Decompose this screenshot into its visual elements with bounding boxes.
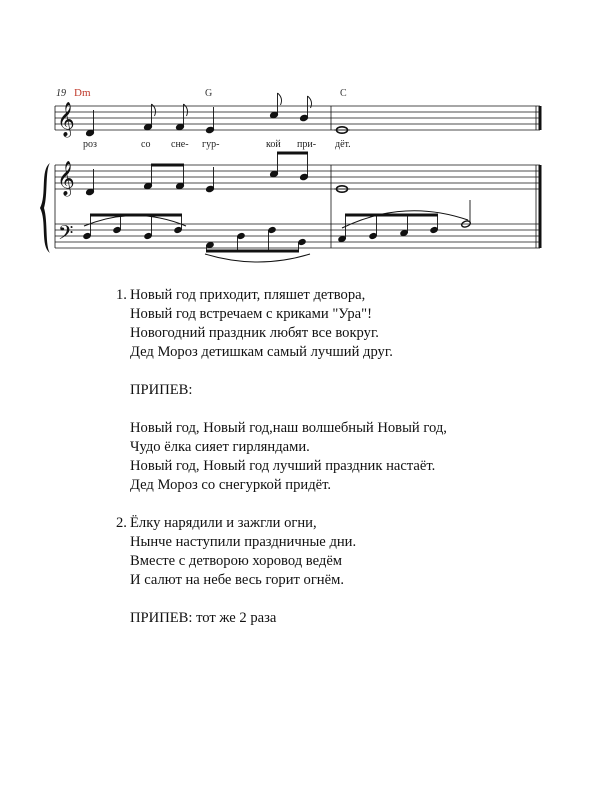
syllable: при- — [297, 139, 317, 150]
syllable: дёт. — [335, 139, 351, 150]
piano-left-hand-staff — [55, 224, 540, 248]
chorus-heading — [116, 381, 576, 400]
chord-symbol-g: G — [205, 88, 213, 99]
lyric-line: И салют на небе весь горит огнём. — [130, 572, 344, 588]
lyric-line: Новый год, Новый год,наш волшебный Новый год, — [130, 420, 447, 436]
lyric-line: Новогодний праздник любят все вокруг. — [130, 325, 379, 341]
lyric-line: Чудо ёлка сияет гирляндами. — [130, 439, 310, 455]
measure-number: 19 — [56, 88, 66, 99]
lyric-line: Вместе с детворою хоровод ведём — [130, 553, 343, 569]
chorus — [116, 419, 576, 495]
song-lyrics — [116, 286, 576, 628]
chorus-label: ПРИПЕВ: — [130, 382, 193, 398]
verse-number: 2. — [116, 515, 127, 531]
lyric-syllables — [83, 139, 351, 150]
lyric-line: Новый год приходит, пляшет детвора, — [130, 287, 366, 303]
piano-barlines — [55, 165, 540, 248]
piano-brace-icon — [40, 163, 50, 253]
lyric-line: Дед Мороз детишкам самый лучший друг. — [130, 344, 393, 360]
sheet-music-score — [0, 0, 591, 270]
chord-symbol-dm: Dm — [74, 87, 91, 99]
treble-clef-icon: 𝄞 — [57, 161, 75, 196]
left-hand-notes — [83, 200, 471, 253]
lyric-line: Ёлку нарядили и зажгли огни, — [130, 515, 317, 531]
lyric-line: Новый год встречаем с криками "Ура"! — [130, 306, 372, 322]
lyric-line: Новый год, Новый год лучший праздник настаёт. — [130, 458, 436, 474]
chord-symbol-c: C — [340, 88, 347, 99]
vocal-staff — [55, 106, 540, 130]
syllable: роз — [83, 139, 97, 150]
piano-right-hand-staff — [55, 165, 540, 189]
syllable: со — [141, 139, 151, 150]
syllable: сне- — [171, 139, 189, 150]
lyric-line: Нынче наступили праздничные дни. — [130, 534, 357, 550]
bass-clef-icon: 𝄢 — [58, 221, 74, 249]
treble-clef-icon: 𝄞 — [57, 102, 75, 137]
lyric-line: Дед Мороз со снегуркой придёт. — [130, 477, 332, 493]
syllable: гур- — [202, 139, 220, 150]
verse-number: 1. — [116, 287, 127, 303]
chorus-repeat-note — [116, 609, 576, 628]
verse-1 — [116, 286, 576, 362]
verse-2 — [116, 514, 576, 590]
chorus-repeat-label: ПРИПЕВ: тот же 2 раза — [130, 610, 277, 626]
syllable: кой — [266, 139, 281, 150]
